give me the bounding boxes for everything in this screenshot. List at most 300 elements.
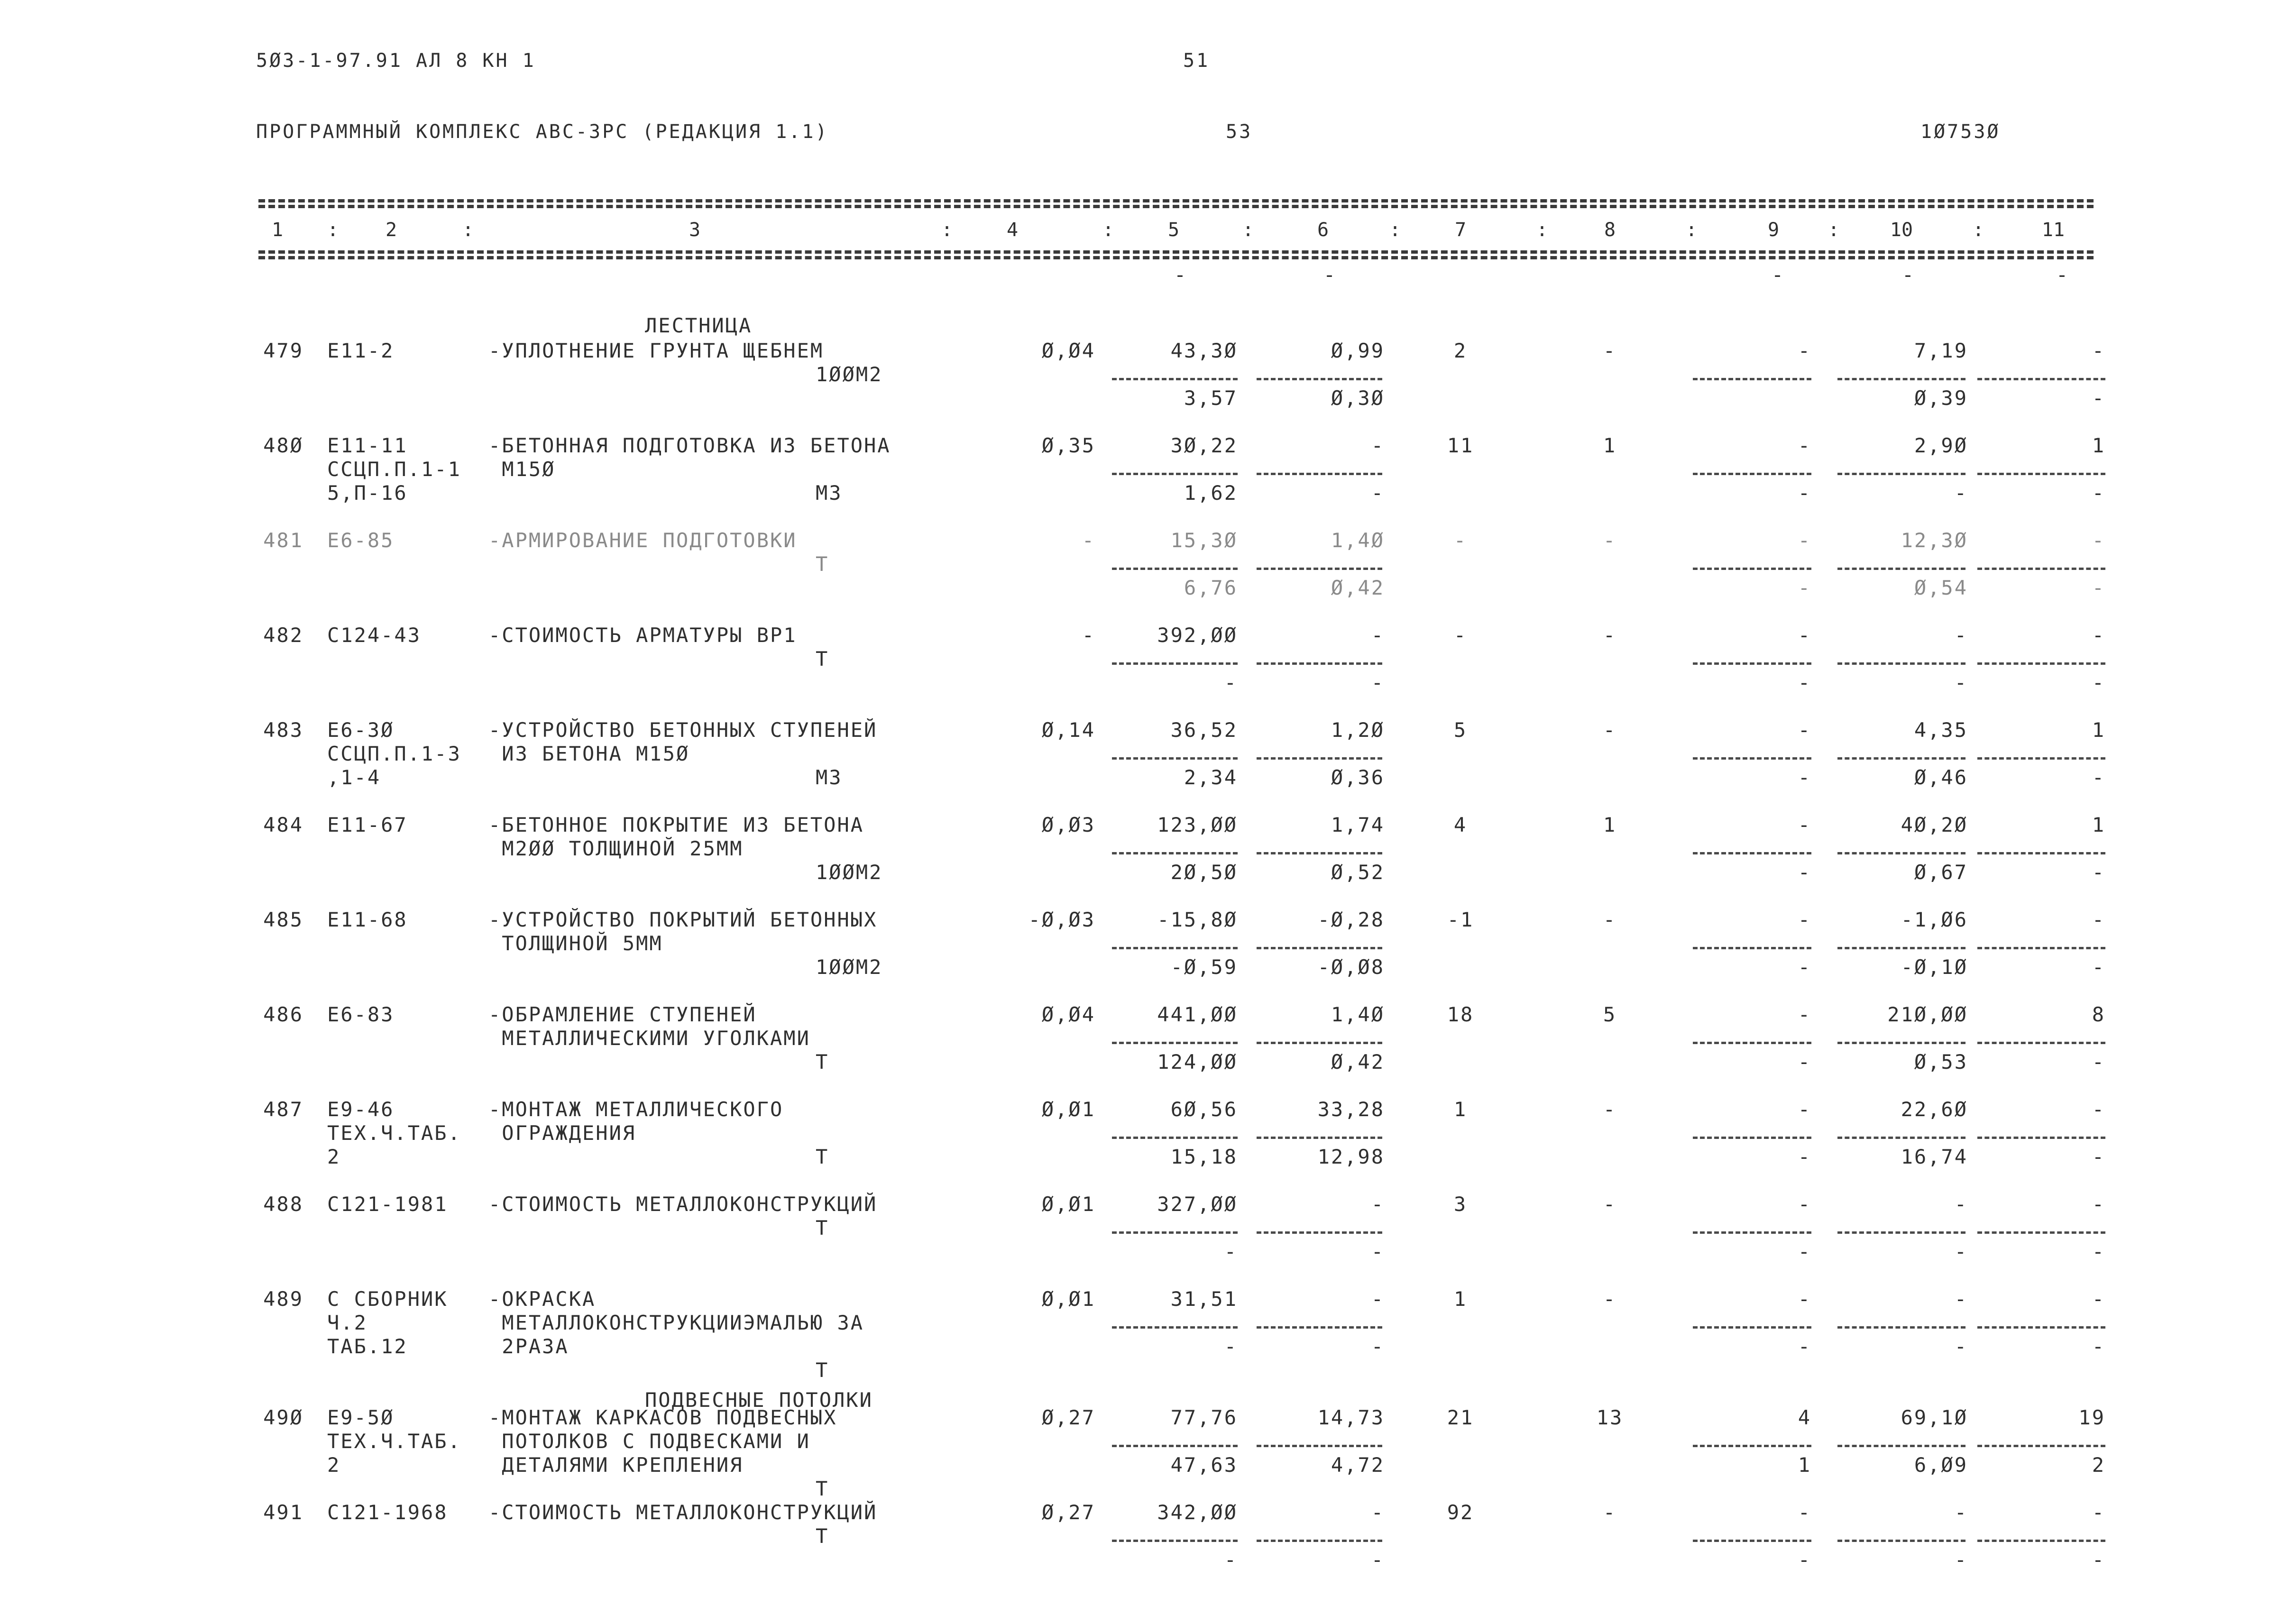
column-number-3: 3 <box>689 219 701 241</box>
cost-total: 36,52 <box>1170 718 1238 742</box>
work-description: -АРМИРОВАНИЕ ПОДГОТОВКИ <box>488 529 797 552</box>
wages-total: - <box>1224 1548 1238 1571</box>
unit-of-measure: Т <box>816 1145 829 1168</box>
col10-lower: - <box>1954 1548 1968 1571</box>
row-number: 486 <box>263 1003 303 1026</box>
col10-lower: - <box>1954 671 1968 694</box>
work-description: -ОКРАСКА <box>488 1287 596 1311</box>
quantity: - <box>1082 624 1095 647</box>
norm-code: ТЕХ.Ч.ТАБ. <box>327 1430 461 1453</box>
section-title-ceilings: ПОДВЕСНЫЕ ПОТОЛКИ <box>645 1388 873 1412</box>
wages-total: - <box>1224 1240 1238 1263</box>
col7-value: 2 <box>1453 339 1468 362</box>
unit-of-measure: 1ØØМ2 <box>816 861 883 884</box>
dash-c11 <box>1977 947 2105 949</box>
col9-value: 4 <box>1798 1406 1811 1429</box>
col9-value: - <box>1798 434 1811 457</box>
dash-c5 <box>1112 568 1238 570</box>
dash-c11 <box>1977 1137 2105 1139</box>
dash-c5 <box>1112 1231 1238 1234</box>
wages-total: 47,63 <box>1170 1453 1238 1477</box>
col8-value: - <box>1603 908 1617 931</box>
table-row <box>0 908 2296 1003</box>
work-description: -СТОИМОСТЬ АРМАТУРЫ ВР1 <box>488 624 797 647</box>
col10-value: - <box>1954 624 1968 647</box>
cost-machines: - <box>1371 1193 1385 1216</box>
quantity: Ø,Ø1 <box>1041 1287 1095 1311</box>
quantity: -Ø,Ø3 <box>1028 908 1095 931</box>
column-number-8: 8 <box>1604 219 1616 241</box>
col10-lower: 16,74 <box>1901 1145 1968 1168</box>
col9-value: - <box>1798 529 1811 552</box>
cost-machines: - <box>1371 1287 1385 1311</box>
col9-lower: - <box>1798 576 1811 599</box>
dash-c10 <box>1837 1326 1965 1329</box>
norm-code: ССЦП.П.1-1 <box>327 458 461 481</box>
col7-value: - <box>1453 529 1468 552</box>
norm-code: 5,П-16 <box>327 481 408 505</box>
norm-code: С121-1968 <box>327 1501 448 1524</box>
col11-lower: 2 <box>2092 1453 2105 1477</box>
col10-lower: -Ø,1Ø <box>1901 955 1968 979</box>
top-placeholder-c5: - <box>1174 263 1188 286</box>
table-top-rule-2 <box>258 205 2094 208</box>
norm-code: Е6-85 <box>327 529 395 552</box>
dash-c10 <box>1837 1042 1965 1044</box>
work-description: МЕТАЛЛОКОНСТРУКЦИИЭМАЛЬЮ ЗА <box>488 1311 864 1334</box>
col9-value: - <box>1798 339 1811 362</box>
dash-c9 <box>1693 473 1811 475</box>
table-row <box>0 813 2296 908</box>
col9-value: - <box>1798 908 1811 931</box>
column-separator: : <box>1102 219 1114 241</box>
quantity: - <box>1082 529 1095 552</box>
unit-of-measure: Т <box>816 1524 829 1548</box>
wages-machines: Ø,36 <box>1331 766 1385 789</box>
dash-c11 <box>1977 757 2105 760</box>
column-number-11: 11 <box>2041 219 2065 241</box>
cost-machines: 1,74 <box>1331 813 1385 836</box>
wages-machines: - <box>1371 481 1385 505</box>
col11-value: - <box>2092 1193 2105 1216</box>
dash-c6 <box>1257 757 1382 760</box>
col8-value: 1 <box>1603 813 1617 836</box>
col11-value: 8 <box>2092 1003 2105 1026</box>
col9-lower: - <box>1798 1335 1811 1358</box>
wages-machines: - <box>1371 1548 1385 1571</box>
norm-code: С СБОРНИК <box>327 1287 448 1311</box>
col9-value: - <box>1798 624 1811 647</box>
col7-value: - <box>1453 624 1468 647</box>
quantity: Ø,Ø4 <box>1041 339 1095 362</box>
work-description: -ОБРАМЛЕНИЕ СТУПЕНЕЙ <box>488 1003 757 1026</box>
work-description: ИЗ БЕТОНА М15Ø <box>488 742 690 765</box>
dash-c11 <box>1977 1042 2105 1044</box>
work-description: -БЕТОННАЯ ПОДГОТОВКА ИЗ БЕТОНА <box>488 434 891 457</box>
col8-value: - <box>1603 1501 1617 1524</box>
table-row <box>0 339 2296 434</box>
dash-c10 <box>1837 1231 1965 1234</box>
col8-value: 5 <box>1603 1003 1617 1026</box>
col10-value: 12,3Ø <box>1901 529 1968 552</box>
cost-machines: 1,4Ø <box>1331 529 1385 552</box>
dash-c6 <box>1257 1326 1382 1329</box>
col10-value: - <box>1954 1501 1968 1524</box>
column-separator: : <box>1242 219 1254 241</box>
quantity: Ø,Ø1 <box>1041 1193 1095 1216</box>
unit-of-measure: 1ØØМ2 <box>816 955 883 979</box>
col7-value: 1 <box>1453 1098 1468 1121</box>
dash-c11 <box>1977 473 2105 475</box>
col7-value: -1 <box>1447 908 1474 931</box>
col8-value: - <box>1603 1098 1617 1121</box>
row-number: 484 <box>263 813 303 836</box>
wages-total: 1,62 <box>1184 481 1238 505</box>
dash-c6 <box>1257 1445 1382 1447</box>
col10-lower: 6,Ø9 <box>1914 1453 1968 1477</box>
cost-total: 3Ø,22 <box>1170 434 1238 457</box>
norm-code: Е11-11 <box>327 434 408 457</box>
cost-machines: Ø,99 <box>1331 339 1385 362</box>
col10-lower: - <box>1954 1335 1968 1358</box>
quantity: Ø,Ø4 <box>1041 1003 1095 1026</box>
dash-c9 <box>1693 378 1811 380</box>
wages-total: 15,18 <box>1170 1145 1238 1168</box>
unit-of-measure: Т <box>816 1477 829 1500</box>
col11-lower: - <box>2092 766 2105 789</box>
norm-code: 2 <box>327 1453 341 1477</box>
top-placeholder-c6: - <box>1323 263 1337 286</box>
col10-value: 4,35 <box>1914 718 1968 742</box>
cost-total: 392,ØØ <box>1157 624 1238 647</box>
col7-value: 11 <box>1447 434 1474 457</box>
quantity: Ø,Ø1 <box>1041 1098 1095 1121</box>
quantity: Ø,Ø3 <box>1041 813 1095 836</box>
row-number: 48Ø <box>263 434 303 457</box>
dash-c9 <box>1693 1445 1811 1447</box>
dash-c11 <box>1977 378 2105 380</box>
wages-total: 2Ø,5Ø <box>1170 861 1238 884</box>
col7-value: 1 <box>1453 1287 1468 1311</box>
norm-code: Е6-3Ø <box>327 718 395 742</box>
column-number-2: 2 <box>385 219 397 241</box>
col7-value: 21 <box>1447 1406 1474 1429</box>
work-description: -УПЛОТНЕНИЕ ГРУНТА ЩЕБНЕМ <box>488 339 824 362</box>
dash-c5 <box>1112 757 1238 760</box>
cost-machines: - <box>1371 434 1385 457</box>
unit-of-measure: Т <box>816 1358 829 1382</box>
table-row <box>0 1406 2296 1501</box>
norm-code: Е11-67 <box>327 813 408 836</box>
col11-lower: - <box>2092 1335 2105 1358</box>
top-placeholder-c10: - <box>1901 263 1916 286</box>
table-row <box>0 1501 2296 1596</box>
row-number: 491 <box>263 1501 303 1524</box>
column-number-6: 6 <box>1317 219 1329 241</box>
dash-c9 <box>1693 1540 1811 1542</box>
dash-c11 <box>1977 1231 2105 1234</box>
unit-of-measure: 1ØØМ2 <box>816 363 883 386</box>
col9-value: - <box>1798 1193 1811 1216</box>
wages-total: - <box>1224 1335 1238 1358</box>
cost-total: 327,ØØ <box>1157 1193 1238 1216</box>
dash-c10 <box>1837 1137 1965 1139</box>
top-placeholder-c11: - <box>2056 263 2070 286</box>
table-row <box>0 1287 2296 1382</box>
norm-code: ,1-4 <box>327 766 381 789</box>
cost-total: 6Ø,56 <box>1170 1098 1238 1121</box>
col11-lower: - <box>2092 1548 2105 1571</box>
quantity: Ø,27 <box>1041 1501 1095 1524</box>
cost-machines: 33,28 <box>1317 1098 1385 1121</box>
dash-c11 <box>1977 1445 2105 1447</box>
dash-c9 <box>1693 852 1811 854</box>
col11-value: - <box>2092 1501 2105 1524</box>
cost-total: 342,ØØ <box>1157 1501 1238 1524</box>
column-number-5: 5 <box>1167 219 1180 241</box>
wages-machines: - <box>1371 1240 1385 1263</box>
work-description: ТОЛЩИНОЙ 5ММ <box>488 932 663 955</box>
col10-value: 21Ø,ØØ <box>1887 1003 1968 1026</box>
wages-total: 6,76 <box>1184 576 1238 599</box>
column-number-4: 4 <box>1006 219 1019 241</box>
col8-value: - <box>1603 339 1617 362</box>
dash-c10 <box>1837 473 1965 475</box>
dash-c9 <box>1693 568 1811 570</box>
norm-code: Е6-83 <box>327 1003 395 1026</box>
work-description: М2ØØ ТОЛЩИНОЙ 25ММ <box>488 837 744 860</box>
col11-value: - <box>2092 339 2105 362</box>
dash-c6 <box>1257 1231 1382 1234</box>
col9-lower: - <box>1798 1548 1811 1571</box>
column-separator: : <box>1828 219 1840 241</box>
col10-value: 2,9Ø <box>1914 434 1968 457</box>
col10-lower: Ø,53 <box>1914 1050 1968 1073</box>
norm-code: Е11-2 <box>327 339 395 362</box>
col10-lower: Ø,54 <box>1914 576 1968 599</box>
wages-total: 2,34 <box>1184 766 1238 789</box>
wages-machines: -Ø,Ø8 <box>1317 955 1385 979</box>
dash-c6 <box>1257 662 1382 665</box>
wages-machines: Ø,42 <box>1331 1050 1385 1073</box>
col8-value: - <box>1603 529 1617 552</box>
col9-value: - <box>1798 1098 1811 1121</box>
unit-of-measure: Т <box>816 552 829 576</box>
dash-c5 <box>1112 662 1238 665</box>
work-description: -БЕТОННОЕ ПОКРЫТИЕ ИЗ БЕТОНА <box>488 813 864 836</box>
col11-lower: - <box>2092 386 2105 410</box>
column-separator: : <box>1389 219 1401 241</box>
column-number-10: 10 <box>1890 219 1913 241</box>
cost-total: -15,8Ø <box>1157 908 1238 931</box>
norm-code: ТАБ.12 <box>327 1335 408 1358</box>
dash-c5 <box>1112 378 1238 380</box>
dash-c9 <box>1693 1326 1811 1329</box>
dash-c10 <box>1837 757 1965 760</box>
cost-total: 441,ØØ <box>1157 1003 1238 1026</box>
column-separator: : <box>462 219 474 241</box>
col10-lower: - <box>1954 481 1968 505</box>
dash-c11 <box>1977 662 2105 665</box>
cost-machines: - <box>1371 624 1385 647</box>
cost-total: 77,76 <box>1170 1406 1238 1429</box>
dash-c9 <box>1693 947 1811 949</box>
cost-total: 15,3Ø <box>1170 529 1238 552</box>
col11-lower: - <box>2092 671 2105 694</box>
col10-value: -1,Ø6 <box>1901 908 1968 931</box>
dash-c10 <box>1837 568 1965 570</box>
norm-code: С124-43 <box>327 624 422 647</box>
norm-code: Ч.2 <box>327 1311 367 1334</box>
table-row <box>0 718 2296 813</box>
col9-lower: 1 <box>1798 1453 1811 1477</box>
wages-total: -Ø,59 <box>1170 955 1238 979</box>
cost-total: 43,3Ø <box>1170 339 1238 362</box>
dash-c11 <box>1977 852 2105 854</box>
row-number: 485 <box>263 908 303 931</box>
work-description: -СТОИМОСТЬ МЕТАЛЛОКОНСТРУКЦИЙ <box>488 1501 878 1524</box>
col9-value: - <box>1798 813 1811 836</box>
work-description: М15Ø <box>488 458 556 481</box>
wages-machines: - <box>1371 671 1385 694</box>
work-description: -УСТРОЙСТВО БЕТОННЫХ СТУПЕНЕЙ <box>488 718 878 742</box>
column-separator: : <box>327 219 339 241</box>
col10-value: 4Ø,2Ø <box>1901 813 1968 836</box>
col7-value: 92 <box>1447 1501 1474 1524</box>
col11-value: 1 <box>2092 718 2105 742</box>
dash-c10 <box>1837 852 1965 854</box>
dash-c9 <box>1693 1231 1811 1234</box>
col10-value: 22,6Ø <box>1901 1098 1968 1121</box>
dash-c5 <box>1112 947 1238 949</box>
dash-c5 <box>1112 852 1238 854</box>
row-number: 489 <box>263 1287 303 1311</box>
col7-value: 3 <box>1453 1193 1468 1216</box>
table-header-rule <box>258 250 2094 254</box>
col10-lower: - <box>1954 1240 1968 1263</box>
dash-c11 <box>1977 1540 2105 1542</box>
table-row <box>0 1193 2296 1287</box>
col11-lower: - <box>2092 1240 2105 1263</box>
unit-of-measure: Т <box>816 1050 829 1073</box>
col9-lower: - <box>1798 955 1811 979</box>
col9-value: - <box>1798 1287 1811 1311</box>
page-number-outer: 51 <box>1183 50 1210 72</box>
top-placeholder-c9: - <box>1771 263 1785 286</box>
col10-value: - <box>1954 1287 1968 1311</box>
column-separator: : <box>1686 219 1698 241</box>
col11-lower: - <box>2092 1050 2105 1073</box>
cost-machines: 1,4Ø <box>1331 1003 1385 1026</box>
col10-value: 69,1Ø <box>1901 1406 1968 1429</box>
table-header-rule-2 <box>258 256 2094 259</box>
col11-lower: - <box>2092 1145 2105 1168</box>
table-top-rule <box>258 199 2094 202</box>
norm-code: ССЦП.П.1-3 <box>327 742 461 765</box>
dash-c6 <box>1257 1540 1382 1542</box>
col11-value: 1 <box>2092 434 2105 457</box>
row-number: 483 <box>263 718 303 742</box>
quantity: Ø,27 <box>1041 1406 1095 1429</box>
unit-of-measure: М3 <box>816 481 843 505</box>
wages-machines: Ø,52 <box>1331 861 1385 884</box>
col7-value: 5 <box>1453 718 1468 742</box>
work-description: 2РАЗА <box>488 1335 569 1358</box>
unit-of-measure: Т <box>816 1216 829 1239</box>
row-number: 488 <box>263 1193 303 1216</box>
quantity: Ø,14 <box>1041 718 1095 742</box>
wages-machines: Ø,3Ø <box>1331 386 1385 410</box>
col9-lower: - <box>1798 1050 1811 1073</box>
norm-code: Е9-5Ø <box>327 1406 395 1429</box>
col8-value: 1 <box>1603 434 1617 457</box>
work-description: ДЕТАЛЯМИ КРЕПЛЕНИЯ <box>488 1453 744 1477</box>
quantity: Ø,35 <box>1041 434 1095 457</box>
norm-code: Е9-46 <box>327 1098 395 1121</box>
dash-c10 <box>1837 1445 1965 1447</box>
dash-c6 <box>1257 378 1382 380</box>
col9-lower: - <box>1798 861 1811 884</box>
col11-value: 19 <box>2078 1406 2105 1429</box>
col10-value: 7,19 <box>1914 339 1968 362</box>
table-row <box>0 624 2296 718</box>
norm-code: 2 <box>327 1145 341 1168</box>
col8-value: - <box>1603 718 1617 742</box>
row-number: 49Ø <box>263 1406 303 1429</box>
col8-value: - <box>1603 1287 1617 1311</box>
dash-c6 <box>1257 568 1382 570</box>
col11-value: - <box>2092 908 2105 931</box>
wages-total: 3,57 <box>1184 386 1238 410</box>
col9-lower: - <box>1798 671 1811 694</box>
col7-value: 4 <box>1453 813 1468 836</box>
table-row <box>0 434 2296 529</box>
col9-value: - <box>1798 1501 1811 1524</box>
col11-lower: - <box>2092 955 2105 979</box>
dash-c5 <box>1112 1326 1238 1329</box>
dash-c9 <box>1693 662 1811 665</box>
col11-lower: - <box>2092 576 2105 599</box>
dash-c6 <box>1257 1137 1382 1139</box>
dash-c6 <box>1257 473 1382 475</box>
wages-machines: - <box>1371 1335 1385 1358</box>
cost-machines: - <box>1371 1501 1385 1524</box>
dash-c6 <box>1257 1042 1382 1044</box>
col9-lower: - <box>1798 1240 1811 1263</box>
col7-value: 18 <box>1447 1003 1474 1026</box>
dash-c6 <box>1257 852 1382 854</box>
dash-c5 <box>1112 473 1238 475</box>
col11-value: 1 <box>2092 813 2105 836</box>
dash-c10 <box>1837 1540 1965 1542</box>
col10-lower: Ø,46 <box>1914 766 1968 789</box>
unit-of-measure: М3 <box>816 766 843 789</box>
work-description: ОГРАЖДЕНИЯ <box>488 1121 636 1145</box>
row-number: 479 <box>263 339 303 362</box>
column-number-7: 7 <box>1454 219 1467 241</box>
row-number: 487 <box>263 1098 303 1121</box>
work-description: -МОНТАЖ МЕТАЛЛИЧЕСКОГО <box>488 1098 784 1121</box>
work-description: ПОТОЛКОВ С ПОДВЕСКАМИ И <box>488 1430 810 1453</box>
col8-value: 13 <box>1596 1406 1624 1429</box>
norm-code: Е11-68 <box>327 908 408 931</box>
wages-total: 124,ØØ <box>1157 1050 1238 1073</box>
wages-machines: 12,98 <box>1317 1145 1385 1168</box>
dash-c11 <box>1977 1326 2105 1329</box>
col8-value: - <box>1603 1193 1617 1216</box>
col10-lower: Ø,67 <box>1914 861 1968 884</box>
table-row <box>0 1098 2296 1193</box>
